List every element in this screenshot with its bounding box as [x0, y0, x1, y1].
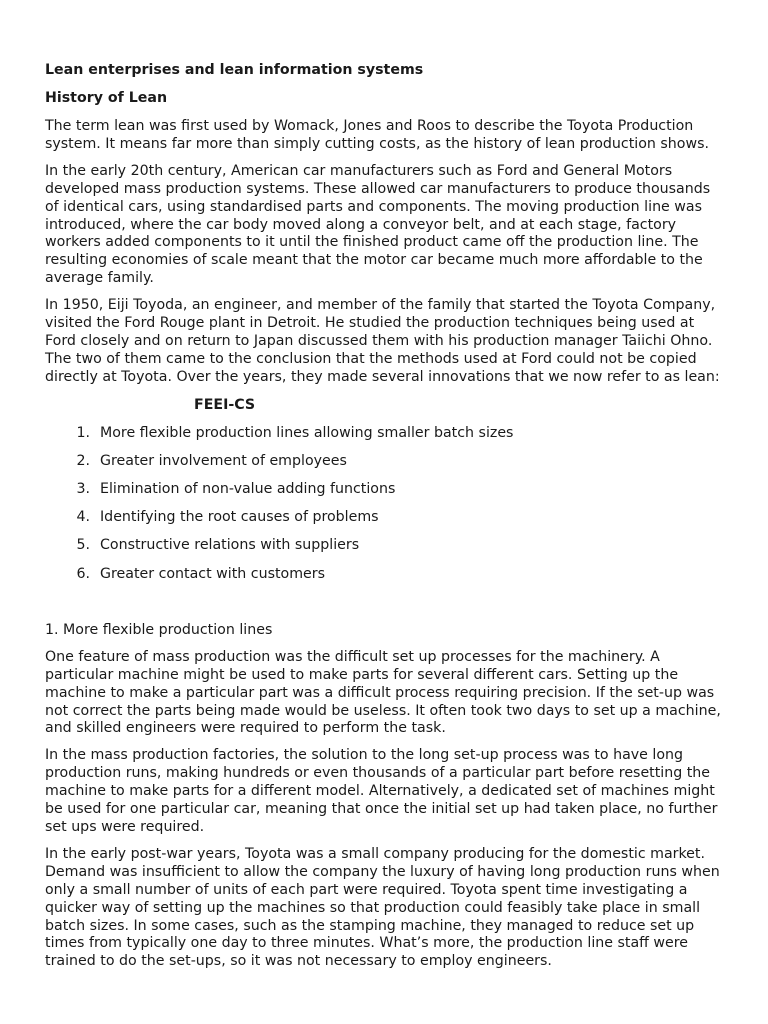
acronym-heading: FEEI-CS [194, 396, 256, 413]
list-item-number: 4. [76, 509, 90, 526]
list-item [45, 480, 725, 508]
list-item [45, 536, 725, 564]
list-item-text: Greater contact with customers [100, 565, 325, 582]
document-page [45, 61, 725, 980]
section-paragraph: One feature of mass production was the difficult set up processes for the machinery. A particular machine might be used to make parts for several different cars. Setting up the machine to make a particular part was a difficult process requiring precision. If the set-up was not correct the parts being made would be useless. It often took two days to set up a machine, and skilled engineers were required to perform the task. [45, 648, 721, 737]
list-item [45, 508, 725, 536]
section-title-history: History of Lean [45, 90, 168, 106]
list-item [45, 452, 725, 480]
lean-innovations-list [45, 424, 725, 593]
list-item-number: 3. [76, 481, 90, 498]
list-item [45, 424, 725, 452]
list-item [45, 565, 725, 593]
list-item-text: Constructive relations with suppliers [100, 537, 360, 554]
list-item-number: 1. [76, 424, 90, 441]
list-item-number: 5. [76, 537, 90, 554]
list-item-text: Identifying the root causes of problems [100, 509, 379, 526]
list-item-text: Elimination of non-value adding functions [100, 481, 396, 498]
list-item-number: 6. [76, 565, 90, 582]
document-title: Lean enterprises and lean information systems [45, 62, 424, 78]
intro-paragraph: In 1950, Eiji Toyoda, an engineer, and member of the family that started the Toyota Company, visited the Ford Rouge plant in Detroit. He studied the production techniques being used at Ford closely and on return to Japan discussed them with his production manager Taiichi Ohno. The two of them came to the conclusion that the methods used at Ford could not be copied directly at Toyota. Over the years, they made several innovations that we now refer to as lean: [45, 297, 720, 385]
list-item-text: Greater involvement of employees [100, 452, 347, 469]
section-paragraph: In the mass production factories, the solution to the long set-up process was to have long production runs, making hundreds or even thousands of a particular part before resetting the machine to make parts for a different model. Alternatively, a dedicated set of machines might be used for one particular car, meaning that once the initial set up had taken place, no further set ups were required. [45, 747, 718, 835]
list-item-text: More flexible production lines allowing smaller batch sizes [100, 424, 514, 441]
section-heading-flexible-lines: 1. More flexible production lines [45, 621, 273, 638]
section-paragraph: In the early post-war years, Toyota was a small company producing for the domestic market. Demand was insufficient to allow the company the luxury of having long production runs when only a small number of units of each part were required. Toyota spent time investigating a quicker way of setting up the machines so that production could feasibly take place in small batch sizes. In some cases, such as the stamping machine, they managed to reduce set up times from typically one day to three minutes. What’s more, the production line staff were trained to do the set-ups, so it was not necessary to employ engineers. [45, 845, 720, 970]
intro-paragraph: In the early 20th century, American car manufacturers such as Ford and General Motors developed mass production systems. These allowed car manufacturers to produce thousands of identical cars, using standardised parts and components. The moving production line was introduced, where the car body moved along a conveyor belt, and at each stage, factory workers added components to it until the finished product came off the production line. The resulting economies of scale meant that the motor car became much more affordable to the average family. [45, 162, 711, 287]
list-item-number: 2. [76, 452, 90, 469]
intro-paragraph: The term lean was first used by Womack, Jones and Roos to describe the Toyota Production system. It means far more than simply cutting costs, as the history of lean production shows. [45, 118, 709, 152]
